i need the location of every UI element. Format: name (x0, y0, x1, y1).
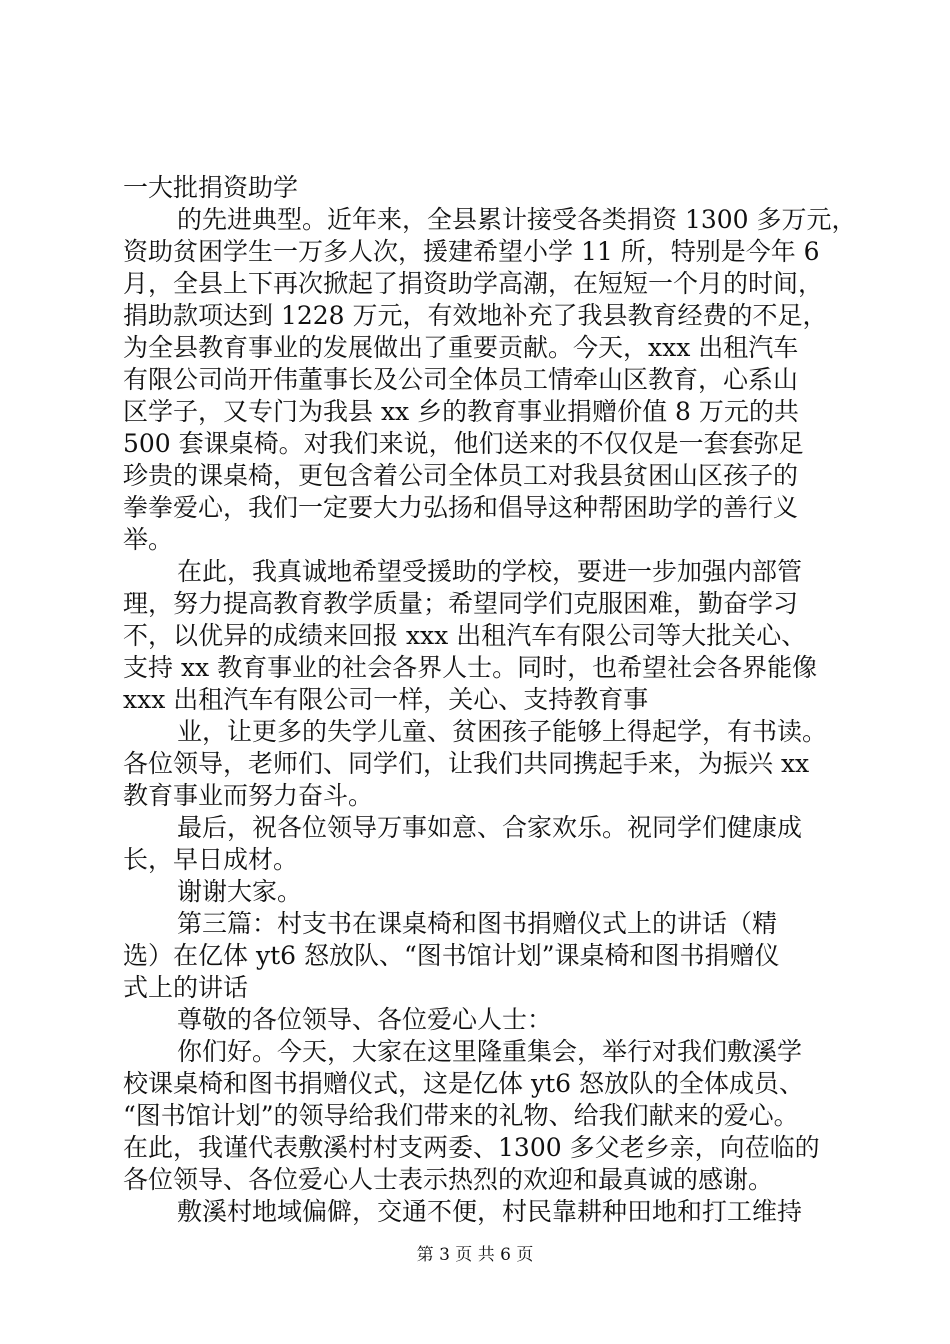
text-line: 各位领导、各位爱心人士表示热烈的欢迎和最真诚的感谢。 (123, 1165, 774, 1194)
text-line: 在此，我真诚地希望受援助的学校，要进一步加强内部管 (177, 557, 803, 586)
text-line: 各位领导，老师们、同学们，让我们共同携起手来，为振兴 xx (123, 749, 810, 778)
salutation-line: 尊敬的各位领导、各位爱心人士： (177, 1005, 553, 1034)
page-number-footer: 第 3 页 共 6 页 (416, 1245, 534, 1265)
text-line: 不，以优异的成绩来回报 xxx 出租汽车有限公司等大批关心、 (123, 621, 807, 650)
text-line: 捐助款项达到 1228 万元，有效地补充了我县教育经费的不足， (123, 301, 828, 330)
text-line: 校课桌椅和图书捐赠仪式，这是亿体 yt6 怒放队的全体成员、 (123, 1069, 804, 1098)
text-line: 500 套课桌椅。对我们来说，他们送来的不仅仅是一套套弥足 (123, 429, 804, 458)
text-line: 区学子，又专门为我县 xx 乡的教育事业捐赠价值 8 万元的共 (123, 397, 799, 426)
text-line: 珍贵的课桌椅，更包含着公司全体员工对我县贫困山区孩子的 (123, 461, 799, 490)
text-line: 资助贫困学生一万多人次，援建希望小学 11 所，特别是今年 6 (123, 237, 820, 266)
text-line: 敷溪村地域偏僻，交通不便，村民靠耕种田地和打工维持 (177, 1197, 803, 1226)
section-heading-line: 第三篇：村支书在课桌椅和图书捐赠仪式上的讲话（精 (177, 909, 778, 938)
text-line: 为全县教育事业的发展做出了重要贡献。今天，xxx 出租汽车 (123, 333, 799, 362)
text-line: 有限公司尚开伟董事长及公司全体员工情牵山区教育，心系山 (123, 365, 799, 394)
section-heading-line: 选）在亿体 yt6 怒放队、“图书馆计划”课桌椅和图书捐赠仪 (123, 941, 780, 970)
text-line: 一大批捐资助学 (123, 173, 299, 202)
text-line: 理，努力提高教育教学质量；希望同学们克服困难，勤奋学习 (123, 589, 799, 618)
text-line: 支持 xx 教育事业的社会各界人士。同时，也希望社会各界能像 (123, 653, 818, 682)
text-line: xxx 出租汽车有限公司一样，关心、支持教育事 (123, 685, 649, 714)
text-line: 最后，祝各位领导万事如意、合家欢乐。祝同学们健康成 (177, 813, 803, 842)
text-line: 举。 (123, 525, 174, 554)
text-line: “图书馆计划”的领导给我们带来的礼物、给我们献来的爱心。 (123, 1101, 799, 1130)
text-line: 谢谢大家。 (177, 877, 303, 906)
text-line: 的先进典型。近年来，全县累计接受各类捐资 1300 多万元， (177, 205, 857, 234)
text-line: 你们好。今天，大家在这里隆重集会，举行对我们敷溪学 (177, 1037, 803, 1066)
text-line: 业，让更多的失学儿童、贫困孩子能够上得起学，有书读。 (177, 717, 828, 746)
text-line: 教育事业而努力奋斗。 (123, 781, 374, 810)
text-line: 拳拳爱心，我们一定要大力弘扬和倡导这种帮困助学的善行义 (123, 493, 799, 522)
text-line: 月，全县上下再次掀起了捐资助学高潮，在短短一个月的时间， (123, 269, 824, 298)
section-heading-line: 式上的讲话 (123, 973, 249, 1002)
text-line: 在此，我谨代表敷溪村村支两委、1300 多父老乡亲，向莅临的 (123, 1133, 820, 1162)
text-line: 长，早日成材。 (123, 845, 299, 874)
